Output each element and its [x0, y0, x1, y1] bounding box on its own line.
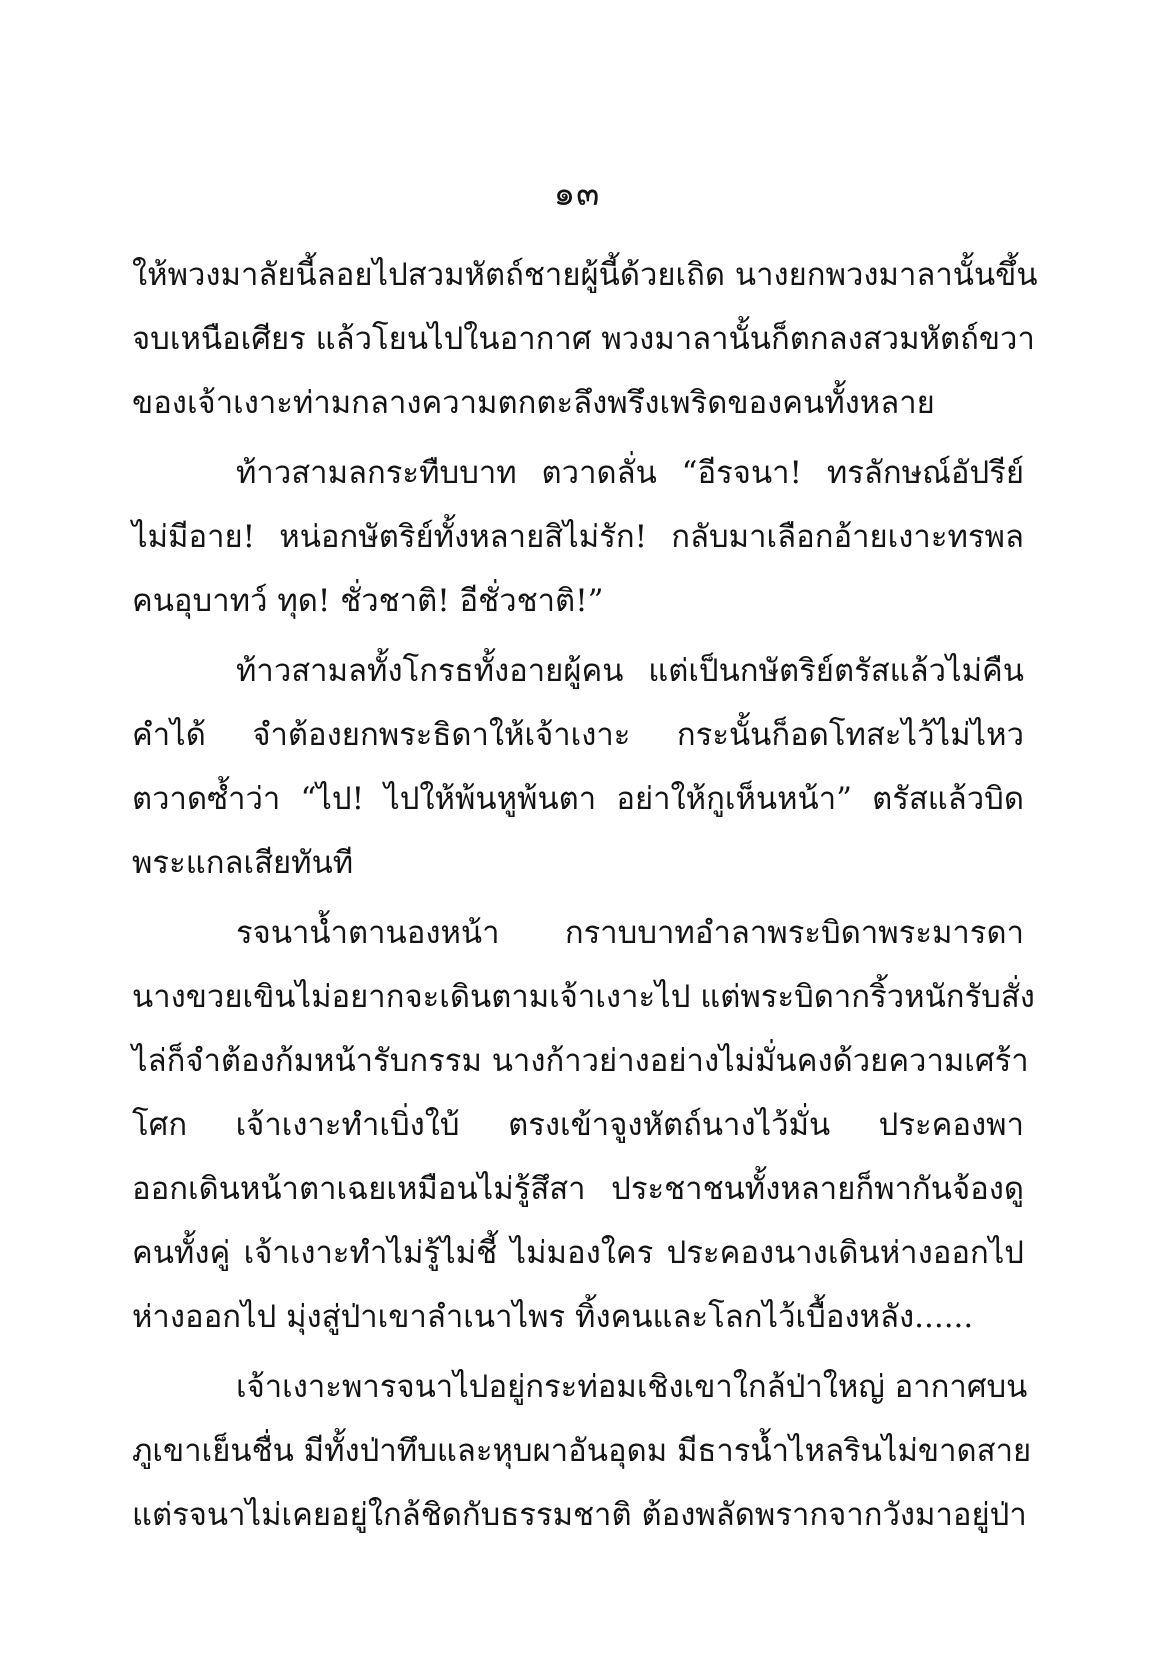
text-line: คนทั้งคู่ เจ้าเงาะทำไม่รู้ไม่ชี้ ไม่มองใคร ประคองนางเดินห่างออกไป	[132, 1235, 1024, 1271]
text-line: ไม่มีอาย! หน่อกษัตริย์ทั้งหลายสิไม่รัก! กลับมาเลือกอ้ายเงาะทรพล	[132, 519, 1024, 555]
text-line: รจนาน้ำตานองหน้า กราบบาทอำลาพระบิดาพระมารดา	[236, 915, 1024, 951]
text-line: ท้าวสามลทั้งโกรธทั้งอายผู้คน แต่เป็นกษัตริย์ตรัสแล้วไม่คืน	[236, 653, 1024, 689]
paragraph-4	[132, 901, 1035, 1349]
paragraph-3	[132, 639, 1024, 895]
paragraph-2	[132, 441, 1024, 633]
text-line: คำได้ จำต้องยกพระธิดาให้เจ้าเงาะ กระนั้นก็อดโทสะไว้ไม่ไหว	[132, 717, 1024, 753]
text-line: เจ้าเงาะพารจนาไปอยู่กระท่อมเชิงเขาใกล้ป่าใหญ่ อากาศบน	[236, 1369, 1028, 1405]
text-line: ห่างออกไป มุ่งสู่ป่าเขาลำเนาไพร ทิ้งคนและโลกไว้เบื้องหลัง......	[132, 1299, 974, 1335]
text-line: จบเหนือเศียร แล้วโยนไปในอากาศ พวงมาลานั้นก็ตกลงสวมหัตถ์ขวา	[132, 321, 1035, 357]
text-line: โศก เจ้าเงาะทำเบิ่งใบ้ ตรงเข้าจูงหัตถ์นางไว้มั่น ประคองพา	[132, 1107, 1024, 1143]
text-line: ให้พวงมาลัยนี้ลอยไปสวมหัตถ์ชายผู้นี้ด้วยเถิด นางยกพวงมาลานั้นขึ้น	[132, 257, 1038, 293]
paragraph-5	[132, 1355, 1032, 1547]
text-line: ไล่ก็จำต้องก้มหน้ารับกรรม นางก้าวย่างอย่างไม่มั่นคงด้วยความเศร้า	[132, 1043, 1029, 1079]
text-line: ออกเดินหน้าตาเฉยเหมือนไม่รู้สึสา ประชาชนทั้งหลายก็พากันจ้องดู	[132, 1171, 1024, 1207]
text-line: นางขวยเขินไม่อยากจะเดินตามเจ้าเงาะไป แต่พระบิดากริ้วหนักรับสั่ง	[132, 979, 1035, 1015]
body-text	[132, 243, 1038, 1547]
text-line: แต่รจนาไม่เคยอยู่ใกล้ชิดกับธรรมชาติ ต้องพลัดพรากจากวังมาอยู่ป่า	[132, 1497, 1027, 1533]
text-line: ตวาดซ้ำว่า “ไป! ไปให้พ้นหูพ้นตา อย่าให้กูเห็นหน้า” ตรัสแล้วบิด	[132, 781, 1024, 817]
text-line: ของเจ้าเงาะท่ามกลางความตกตะลึงพรึงเพริดของคนทั้งหลาย	[132, 385, 935, 421]
page-number: ๑๓	[553, 174, 601, 214]
text-line: พระแกลเสียทันที	[132, 845, 354, 881]
paragraph-1	[132, 243, 1038, 435]
text-line: ภูเขาเย็นชื่น มีทั้งป่าทึบและหุบผาอันอุดม มีธารน้ำไหลรินไม่ขาดสาย	[132, 1433, 1032, 1469]
text-line: คนอุบาทว์ ทุด! ชั่วชาติ! อีชั่วชาติ!”	[132, 583, 604, 619]
text-line: ท้าวสามลกระทืบบาท ตวาดลั่น “อีรจนา! ทรลักษณ์อัปรีย์	[236, 455, 1024, 491]
